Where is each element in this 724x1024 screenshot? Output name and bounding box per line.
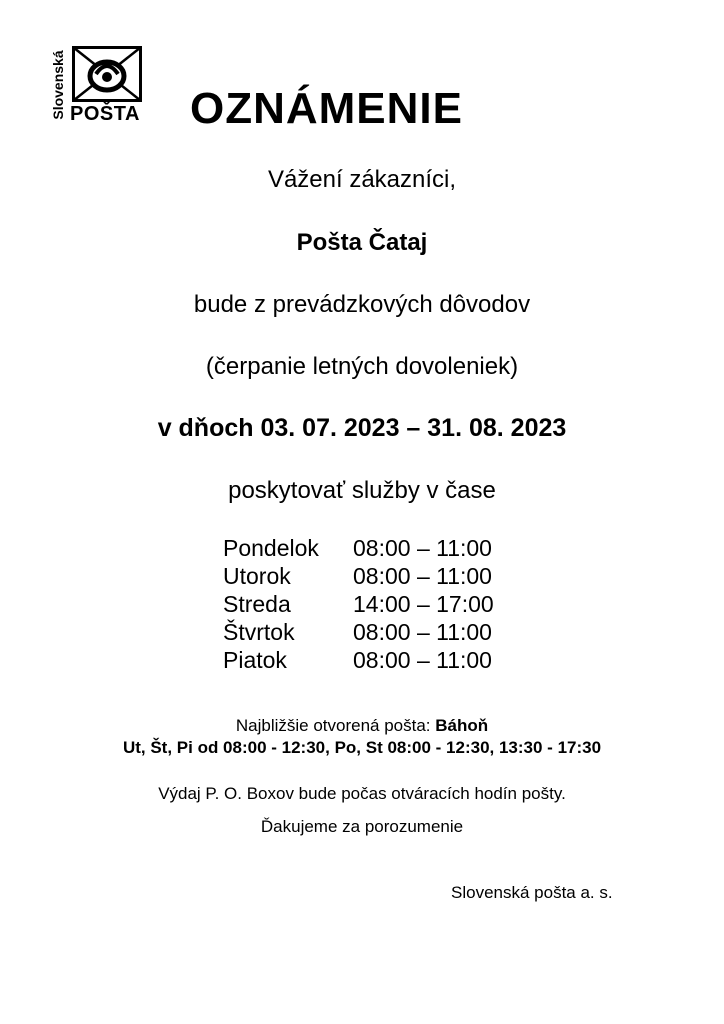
signature: Slovenská pošta a. s. [451,883,613,902]
schedule-day: Utorok [223,563,291,589]
schedule-row [223,562,494,590]
schedule-day: Štvrtok [223,619,295,645]
schedule-day: Pondelok [223,535,319,561]
schedule-day: Streda [223,591,291,617]
services-line: poskytovať služby v čase [228,477,496,504]
schedule-hours: 08:00 – 11:00 [353,563,492,589]
schedule-hours: 08:00 – 11:00 [353,647,492,673]
nearest-hours: Ut, Št, Pi od 08:00 - 12:30, Po, St 08:00 - 12:30, 13:30 - 17:30 [122,738,602,757]
nearest-name: Báhoň [435,716,489,735]
post-office-name: Pošta Čataj [296,229,428,256]
posthorn-emblem-icon [72,46,142,102]
reason-line-1: bude z prevádzkových dôvodov [193,291,531,318]
date-range: v dňoch 03. 07. 2023 – 31. 08. 2023 [157,414,567,442]
schedule-hours: 14:00 – 17:00 [353,591,494,617]
page-title: OZNÁMENIE [190,84,463,133]
schedule-hours: 08:00 – 11:00 [353,619,492,645]
schedule-row [223,618,494,646]
pobox-note: Výdaj P. O. Boxov bude počas otváracích hodín pošty. [158,784,566,803]
opening-hours-table [223,534,494,674]
schedule-day: Piatok [223,647,287,673]
schedule-row [223,590,494,618]
schedule-row [223,534,494,562]
schedule-hours: 08:00 – 11:00 [353,535,492,561]
thanks-note: Ďakujeme za porozumenie [260,817,464,836]
logo-posta-text: POŠTA [70,103,140,125]
nearest-label: Najbližšie otvorená pošta: [235,716,436,735]
logo-vertical-text: Slovenská [50,50,66,120]
schedule-row [223,646,494,674]
reason-line-2: (čerpanie letných dovoleniek) [205,353,519,380]
nearest-post-office [0,716,724,736]
greeting: Vážení zákazníci, [267,166,457,193]
